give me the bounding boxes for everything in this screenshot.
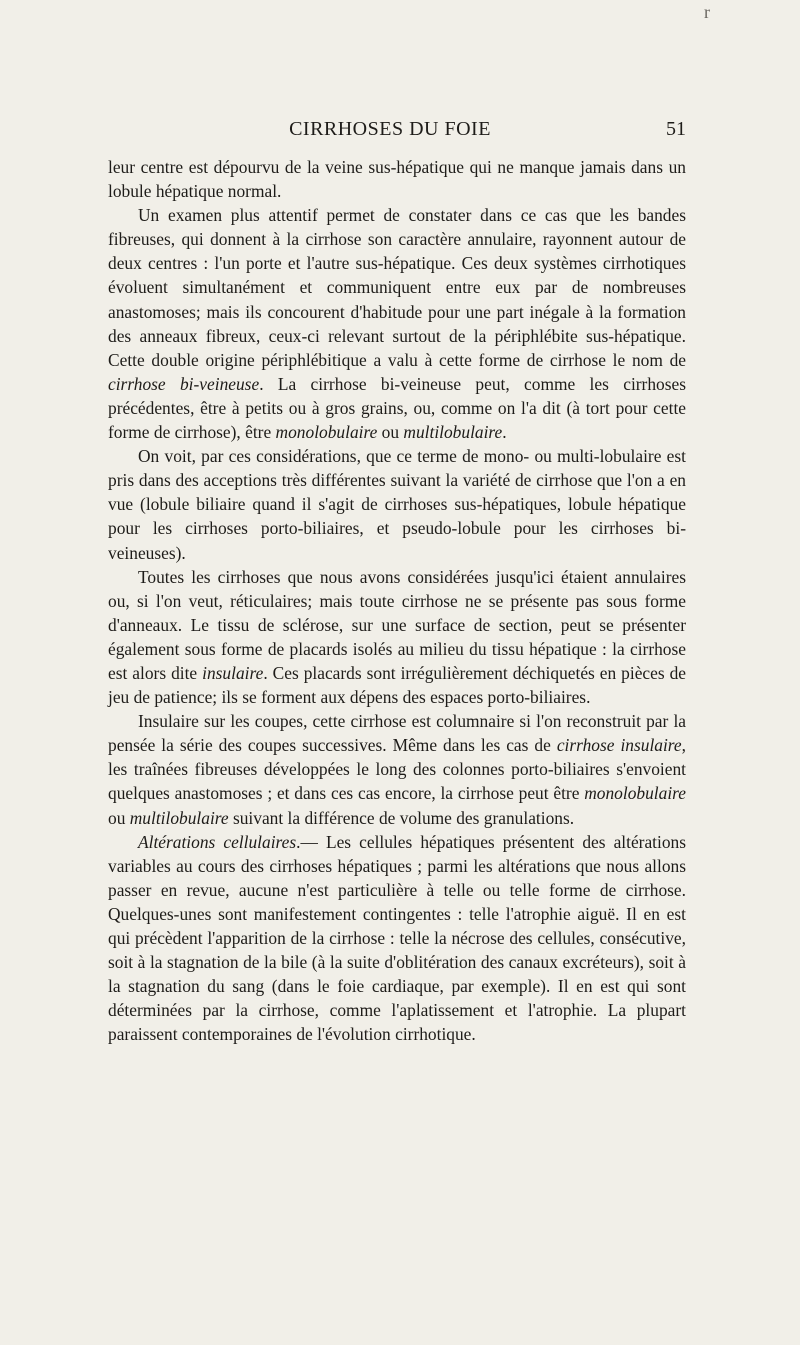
text-run: .— Les cellules hépatiques présentent des altérations variables au cours des cirrhoses hépatiques ; parmi les altérations que nous allons passer en revue, aucune n'est particulière à telle ou telle forme de cirrhose. Quelques-unes sont manifestement contingentes : telle l'atrophie aiguë. Il en est qui précèdent l'apparition de la cirrhose : telle la nécrose des cellules, consécutive, soit à la stagnation de la bile (à la suite d'oblitération des canaux excréteurs), soit à la stagnation du sang (dans le foie cardiaque, par exemple). Il en est qui sont déterminées par la cirrhose, comme l'aplatissement et l'atrophie. La plupart paraissent contemporaines de l'évolution cirrhotique. [108,831,687,1045]
text-run: suivant la différence de volume des granulations. [228,807,575,828]
italic-term: monolobulaire [584,783,686,804]
stray-ink-mark: r [704,2,710,22]
italic-term: monolobulaire [275,422,378,443]
paragraph [108,444,686,564]
text-run: ou [108,807,130,828]
italic-term: multilobulaire [403,422,503,443]
paragraph [108,709,686,829]
text-run: Insulaire sur les coupes, cette cirrhose est columnaire si l'on reconstruit par la pensée la série des coupes successives. Même dans les cas de [108,711,686,756]
body-text [108,155,686,1046]
paragraph [108,155,686,203]
text-run: Un examen plus attentif permet de constater dans ce cas que les bandes fibreuses, qui donnent à la cirrhose son caractère annulaire, rayonnent autour de deux centres : l'un porte et l'autre sus-hépatique. Ces deux systèmes cirrhotiques évoluent simultanément et communiquent entre eux par de nombreuses anastomoses; mais ils concourent d'habitude pour une part inégale à la formation des anneaux fibreux, ceux-ci relevant surtout de la périphlébite sus-hépatique. Cette double origine périphlébitique a valu à cette forme de cirrhose le nom de [108,205,686,370]
text-run: . Ces placards sont irrégulièrement déchiquetés en pièces de jeu de patience; ils se forment aux dépens des espaces porto-biliaires. [108,662,687,708]
paragraph [108,830,686,1047]
text-run: . La cirrhose bi-veineuse peut, comme les cirrhoses précédentes, être à petits ou à gros grains, ou, comme on l'a dit (à tort pour cette forme de cirrhose), être [108,373,686,443]
text-run: Toutes les cirrhoses que nous avons considérées jusqu'ici étaient annulaires ou, si l'on veut, réticulaires; mais toute cirrhose ne se présente pas sous forme d'anneaux. Le tissu de sclérose, sur une surface de section, peut se présenter également sous forme de placards isolés au milieu du tissu hépatique : la cirrhose est alors dite [108,566,686,683]
paragraph [108,565,686,710]
italic-term: cirrhose bi-veineuse [108,373,260,394]
text-run: , les traînées fibreuses développées le long des colonnes porto-biliaires s'envoient quelques anastomoses ; et dans ces cas encore, la cirrhose peut être [108,735,686,804]
italic-term: insulaire [202,662,264,683]
page-number: 51 [666,118,686,140]
paragraph [108,203,686,444]
text-run: ou [377,422,404,443]
running-header [94,118,686,148]
text-run: leur centre est dépourvu de la veine sus-hépatique qui ne manque jamais dans un lobule hépatique normal. [108,157,686,202]
italic-term: multilobulaire [129,807,229,828]
italic-term: cirrhose insulaire [556,735,682,756]
text-run: . [502,422,507,443]
text-run: On voit, par ces considérations, que ce terme de mono- ou multi-lobulaire est pris dans des acceptions très différentes suivant la variété de cirrhose que l'on a en vue (lobule biliaire quand il s'agit de cirrhoses sus-hépatiques, lobule hépatique pour les cirrhoses porto-biliaires, et pseudo-lobule pour les cirrhoses bi-veineuses). [108,446,686,563]
running-title: CIRRHOSES DU FOIE [289,118,491,140]
italic-term: Altérations cellulaires [138,831,297,852]
